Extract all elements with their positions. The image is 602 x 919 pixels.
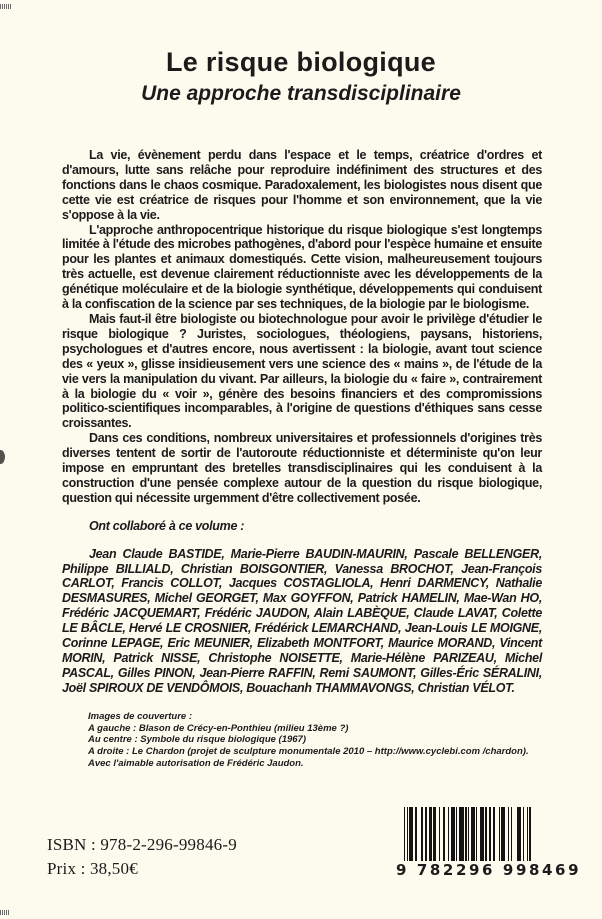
barcode-number: 9 782296 998469 (396, 861, 582, 879)
book-subtitle: Une approche transdisciplinaire (141, 82, 461, 105)
cover-image-credits (88, 711, 542, 770)
ean13-barcode (396, 807, 582, 879)
book-title: Le risque biologique (165, 47, 436, 77)
scan-artifact-top (0, 4, 11, 9)
body-paragraph: Dans ces conditions, nombreux universitaires et professionnels d'origines très diverses tentent de sortir de l'autoroute réductionniste et déterministe qu'on leur impose en empruntant des bretelles transdisciplinaires qui les conduisent à la construction d'une pensée complexe autour de la question du risque biologique, question qui nécessite urgemment d'être collectivement posée. (62, 431, 542, 505)
back-cover-text (62, 148, 542, 770)
credit-line: Avec l'aimable autorisation de Frédéric Jaudon. (88, 757, 304, 769)
credit-line: A droite : Le Chardon (projet de sculpture monumentale 2010 – http://www.cyclebi.com /chardon). (88, 746, 529, 758)
body-paragraph: La vie, évènement perdu dans l'espace et le temps, créatrice d'ordres et d'amours, lutte sans relâche pour reproduire indéfiniment des structures et des fonctions dans le chaos cosmique. Paradoxalement, les biologistes nous disent que cette vie est créatrice de risques pour l'homme et son environnement, que la vie s'oppose à la vie. (62, 148, 542, 222)
isbn-text: ISBN : 978-2-296-99846-9 (47, 835, 237, 854)
collaborators-heading: Ont collaboré à ce volume : (89, 518, 245, 533)
body-paragraph: L'approche anthropocentrique historique du risque biologique s'est longtemps limitée à l'étude des microbes pathogènes, d'abord pour l'espèce humaine et ensuite pour les plantes et animaux domestiqués. Cette vision, malheureusement toujours très actuelle, est devenue clairement réductionniste avec les développements de la génétique moléculaire et de la biologie synthétique, développements qui conduisent à la confiscation de la science par ses techniques, de la biologie par le biologisme. (62, 222, 542, 312)
barcode-bars (404, 807, 531, 868)
scan-artifact-bottom (0, 910, 9, 915)
body-paragraph: Mais faut-il être biologiste ou biotechnologue pour avoir le privilège d'étudier le risque biologique ? Juristes, sociologues, théologiens, paysans, historiens, psychologues et d'autres encore, nous avertissent : la biologie, avant tout science des « yeux », glisse insidieusement vers une science des « mains », de l'étude de la vie vers la manipulation du vivant. Par ailleurs, la biologie du « faire », contrairement à la biologie du « voir », génère des besoins financiers et des compromissions politico-scientifiques incomparables, à l'origine de questions d'éthiques sans cesse croissantes. (62, 311, 542, 431)
credit-line: Images de couverture : (88, 710, 193, 722)
price-text: Prix : 38,50€ (47, 859, 138, 878)
credit-line: Au centre : Symbole du risque biologique (1967) (88, 734, 307, 746)
isbn-price-block (47, 833, 237, 881)
collaborators-names: Jean Claude BASTIDE, Marie-Pierre BAUDIN-MAURIN, Pascale BELLENGER, Philippe BILLIALD, Christian BOISGONTIER, Vanessa BROCHOT, Jean-François CARLOT, Francis COLLOT, Jacques COSTAGLIOLA, Henri DARMENCY, Nathalie DESMASURES, Michel GEORGET, Max GOYFFON, Patrick HAMELIN, Mae-Wan HO, Frédéric JACQUEMART, Frédéric JAUDON, Alain LABÈQUE, Claude LAVAT, Colette LE BÂCLE, Hervé LE CROSNIER, Frédérick LEMARCHAND, Jean-Louis LE MOIGNE, Corinne LEPAGE, Eric MEUNIER, Elizabeth MONTFORT, Maurice MORAND, Vincent MORIN, Patrick NISSE, Christophe NOISETTE, Marie-Hélène PARIZEAU, Michel PASCAL, Gilles PINON, Jean-Pierre RAFFIN, Remi SAUMONT, Gilles-Éric SÉRALINI, Joël SPIROUX DE VENDÔMOIS, Bouachanh THAMMAVONGS, Christian VÉLOT. (62, 546, 542, 695)
credit-line: A gauche : Blason de Crécy-en-Ponthieu (milieu 13ème ?) (88, 722, 349, 734)
scan-artifact-left (0, 450, 5, 464)
